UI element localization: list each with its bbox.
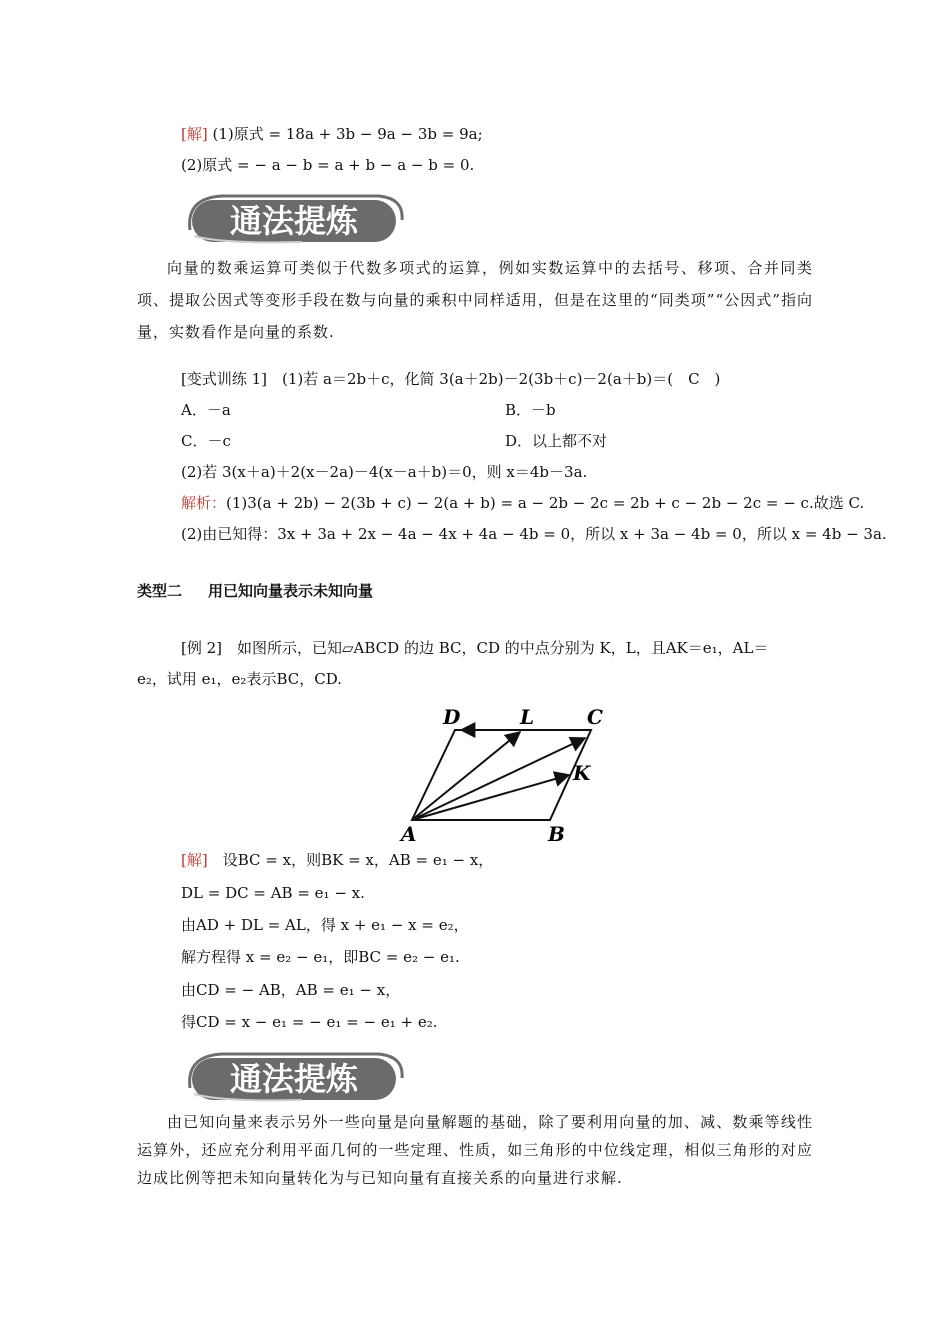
method-badge-2 — [182, 1048, 408, 1104]
badge-text-2: 通法提炼 — [229, 1060, 359, 1098]
analysis-line-2: (2)由已知得：3x + 3a + 2x − 4a − 4x + 4a − 4b = 0，所以 x + 3a − 4b = 0，所以 x = 4b − 3a. — [181, 525, 887, 543]
analysis-line-1 — [181, 493, 864, 513]
solution-2-line-1 — [181, 850, 493, 870]
section-heading — [137, 580, 399, 601]
solution-2-text-1: 设BC = x，则BK = x，AB = e₁ − x， — [222, 851, 494, 869]
analysis-text-1: (1)3(a + 2b) − 2(3b + c) − 2(a + b) = a − 2b − 2c = 2b + c − 2b − 2c = − c.故选 C. — [226, 494, 865, 512]
example-line-2: e₂，试用 e₁，e₂表示BC，CD. — [137, 670, 342, 688]
solution-2-tag: [解] — [181, 851, 208, 869]
solution-1-line-1 — [181, 124, 483, 144]
label-c: C — [587, 705, 603, 729]
solution-2-line-2: DL = DC = AB = e₁ − x. — [181, 884, 365, 902]
solution-1-line-2: (2)原式 = − a − b = a + b − a − b = 0. — [181, 156, 475, 174]
method-paragraph-2: 由已知向量来表示另外一些向量是向量解题的基础，除了要利用向量的加、减、数乘等线性运算外，还应充分利用平面几何的一些定理、性质，如三角形的中位线定理，相似三角形的对应边成比例等把未知向量转化为与已知向量有直接关系的向量进行求解. — [137, 1113, 813, 1187]
option-b: B．－b — [505, 401, 556, 419]
option-d: D．以上都不对 — [505, 432, 608, 450]
exercise-part-2: (2)若 3(x＋a)＋2(x－2a)－4(x－a＋b)＝0，则 x＝4b－3a. — [181, 463, 588, 481]
solution-tag: [解] — [181, 125, 208, 143]
solution-2-line-5: 由CD = − AB，AB = e₁ − x， — [181, 981, 401, 999]
method-badge — [182, 190, 408, 246]
exercise-stem: [变式训练 1] (1)若 a＝2b＋c，化简 3(a＋2b)－2(3b＋c)－2(a＋b)＝( C ) — [181, 370, 721, 388]
parallelogram-figure — [395, 700, 625, 850]
section-type: 类型二 — [137, 582, 183, 600]
solution-1-text: (1)原式 = 18a + 3b − 9a − 3b = 9a; — [212, 125, 483, 143]
section-title: 用已知向量表示未知向量 — [208, 582, 374, 600]
analysis-label: 解析： — [181, 494, 227, 512]
method-paragraph-1: 向量的数乘运算可类似于代数多项式的运算，例如实数运算中的去括号、移项、合并同类项、提取公因式等变形手段在数与向量的乘积中同样适用，但是在这里的“同类项”“公因式”指向量，实数看作是向量的系数. — [137, 259, 813, 341]
example-line-1: [例 2] 如图所示，已知▱ABCD 的边 BC，CD 的中点分别为 K，L，且AK＝e₁，AL＝ — [181, 639, 769, 657]
label-l: L — [520, 705, 535, 729]
badge-text: 通法提炼 — [229, 202, 359, 240]
option-a: A．－a — [181, 401, 231, 419]
option-c: C．－c — [181, 432, 231, 450]
label-b: B — [548, 822, 565, 846]
label-d: D — [443, 705, 461, 729]
solution-2-line-6: 得CD = x − e₁ = − e₁ = − e₁ + e₂. — [181, 1013, 438, 1031]
solution-2-line-3: 由AD + DL = AL，得 x + e₁ − x = e₂， — [181, 916, 469, 934]
label-k: K — [573, 761, 591, 785]
label-a: A — [401, 822, 417, 846]
solution-2-line-4: 解方程得 x = e₂ − e₁，即BC = e₂ − e₁. — [181, 948, 460, 966]
